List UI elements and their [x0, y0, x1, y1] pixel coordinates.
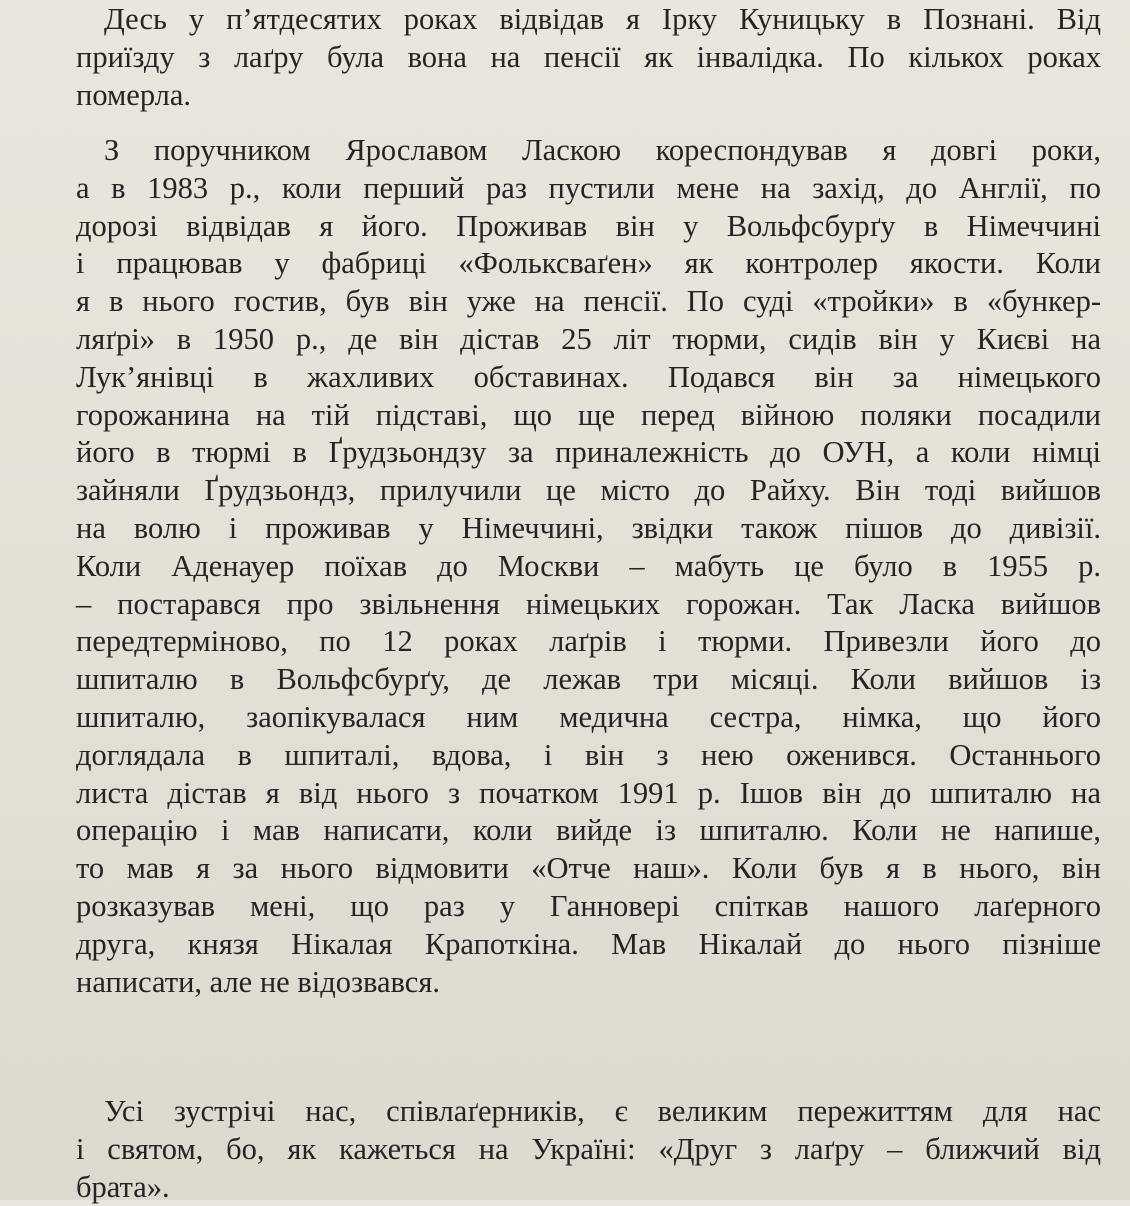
text-line: приїзду з лаґру була вона на пенсії як інвалідка. По кількох роках	[76, 39, 1101, 74]
text-line: я в нього гостив, був він уже на пенсії. По суді «тройки» в «бункер-	[76, 284, 1101, 319]
text-line: горожанина на тій підставі, що ще перед війною поляки посадили	[76, 397, 1101, 432]
text-line: операцію і мав написати, коли вийде із шпиталю. Коли не напише,	[76, 813, 1101, 848]
text-line: – постарався про звільнення німецьких горожан. Так Ласка вийшов	[76, 586, 1101, 621]
text-line: передтерміново, по 12 роках лаґрів і тюрми. Привезли його до	[76, 624, 1101, 659]
text-line: Усі зустрічі нас, співлаґерників, є великим пережиттям для нас	[104, 1094, 1101, 1128]
text-line: доглядала в шпиталі, вдова, і він з нею оженився. Останнього	[76, 737, 1101, 772]
text-line: З поручником Ярославом Ласкою кореспондував я довгі роки,	[104, 133, 1101, 167]
text-line: а в 1983 р., коли перший раз пустили мене на захід, до Англії, по	[76, 170, 1101, 205]
text-line: листа дістав я від нього з початком 1991 р. Ішов він до шпиталю на	[76, 775, 1101, 810]
text-line: дорозі відвідав я його. Проживав він у Вольфсбурґу в Німеччині	[76, 208, 1101, 243]
book-page	[76, 0, 1101, 1204]
text-line: на волю і проживав у Німеччині, звідки також пішов до дивізії.	[76, 510, 1101, 545]
text-line: розказував мені, що раз у Ганновері спіткав нашого лаґерного	[76, 888, 1101, 923]
paragraph-1	[76, 1, 1101, 114]
text-line: написати, але не відозвався.	[76, 964, 440, 999]
text-line: Лук’янівці в жахливих обставинах. Подався він за німецького	[76, 359, 1101, 394]
text-line: і працював у фабриці «Фольксваґен» як контролер якости. Коли	[76, 246, 1101, 281]
text-line: то мав я за нього відмовити «Отче наш». Коли був я в нього, він	[76, 851, 1101, 886]
text-line: друга, князя Нікалая Крапоткіна. Мав Нікалай до нього пізніше	[76, 926, 1101, 961]
text-line: Коли Аденауер поїхав до Москви – мабуть це було в 1955 р.	[76, 548, 1101, 583]
text-line: брата».	[76, 1169, 170, 1204]
text-line: Десь у п’ятдесятих роках відвідав я Ірку Куницьку в Познані. Від	[104, 2, 1101, 36]
paragraph-3	[76, 1093, 1101, 1206]
text-line: його в тюрмі в Ґрудзьондзу за приналежність до ОУН, а коли німці	[76, 435, 1101, 470]
text-line: ляґрі» в 1950 р., де він дістав 25 літ тюрми, сидів він у Києві на	[76, 321, 1101, 356]
text-line: шпиталю в Вольфсбурґу, де лежав три місяці. Коли вийшов із	[76, 662, 1101, 697]
text-line: і святом, бо, як кажеться на Україні: «Друг з лаґру – ближчий від	[76, 1131, 1101, 1166]
text-line: померла.	[76, 77, 192, 112]
text-line: шпиталю, заопікувалася ним медична сестра, німка, що його	[76, 699, 1101, 734]
text-line: зайняли Ґрудзьондз, прилучили це місто до Райху. Він тоді вийшов	[76, 473, 1101, 508]
paragraph-2	[76, 132, 1101, 1001]
